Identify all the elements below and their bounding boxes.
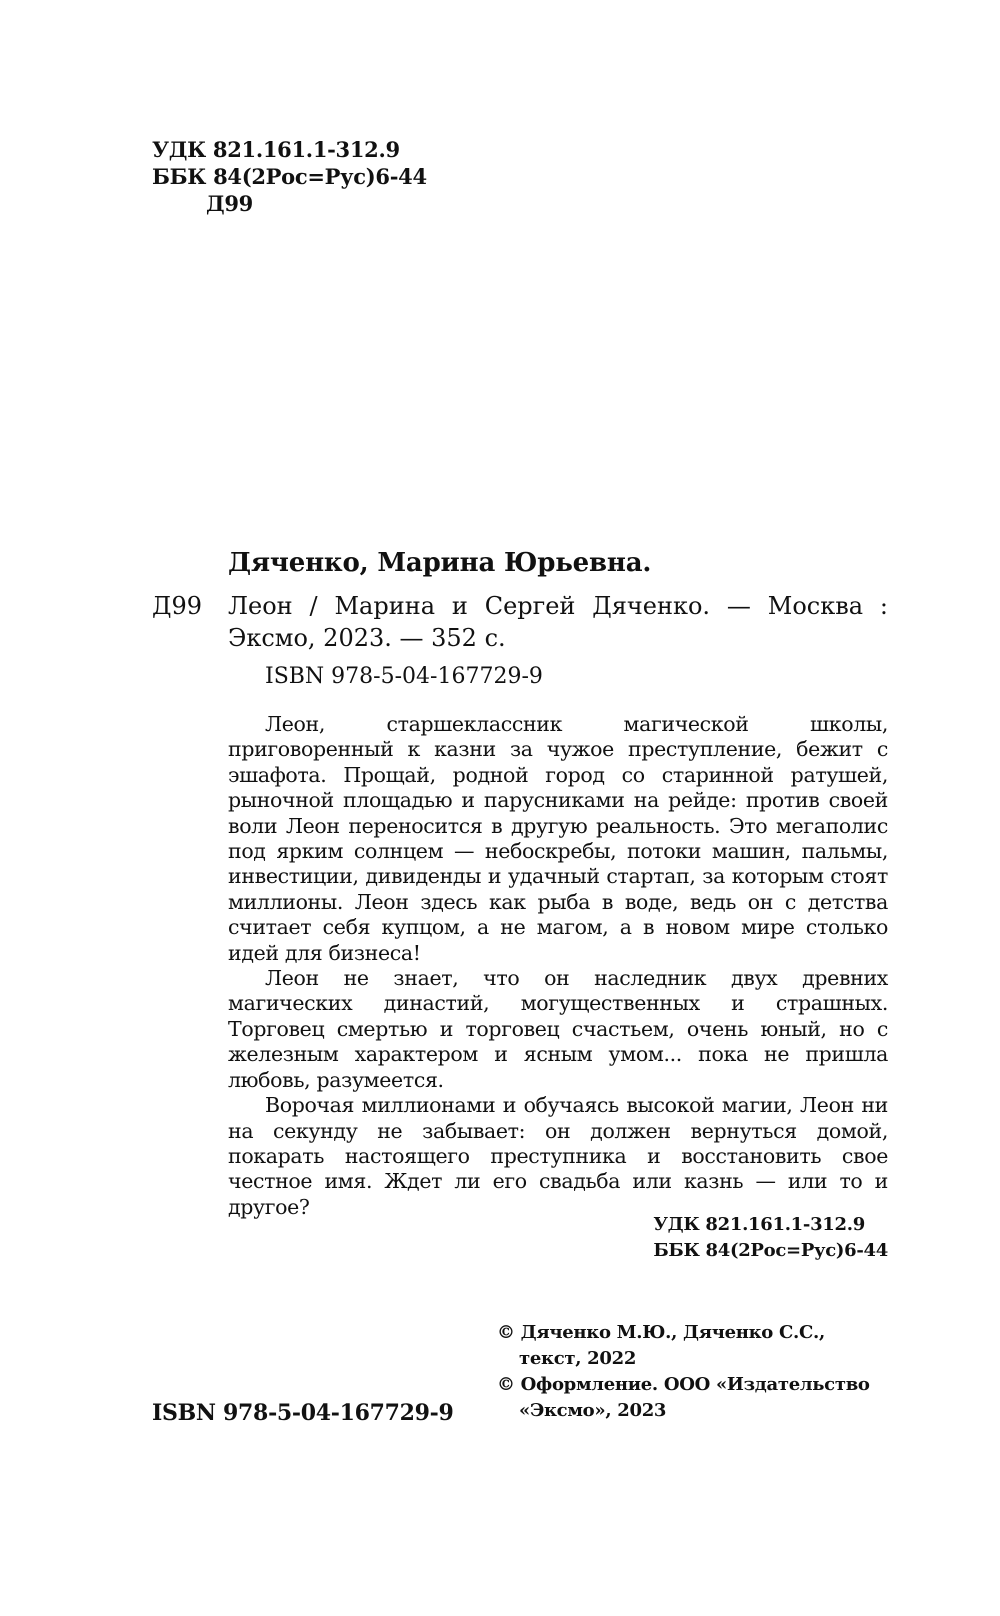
- copyright-design-line: © Оформление. ООО «Издательство: [497, 1374, 870, 1395]
- catalog-side-code: Д99: [152, 592, 203, 620]
- isbn-bottom: ISBN 978-5-04-167729-9: [152, 1400, 454, 1426]
- bbk-code: ББК 84(2Рос=Рус)6-44: [152, 164, 427, 189]
- top-classification-codes: [152, 136, 427, 217]
- annotation-paragraph: Леон, старшеклассник магической школы, приговоренный к казни за чужое преступление, бежит с эшафота. Прощай, родной город со старинной ратушей, рыночной площадью и парусниками на рейде: против своей воли Леон переносится в другую реальность. Это мегаполис под ярким солнцем — небоскребы, потоки машин, пальмы, инвестиции, дивиденды и удачный стартап, за которым стоят миллионы. Леон здесь как рыба в воде, ведь он с детства считает себя купцом, а не магом, а в новом мире столько идей для бизнеса!: [228, 712, 888, 965]
- bottom-udk-code: УДК 821.161.1-312.9: [653, 1214, 865, 1235]
- author-mark: Д99: [206, 191, 253, 216]
- udk-code: УДК 821.161.1-312.9: [152, 137, 400, 162]
- catalog-author: Дяченко, Марина Юрьевна.: [228, 548, 652, 578]
- annotation: [228, 712, 888, 1220]
- catalog-isbn: ISBN 978-5-04-167729-9: [265, 664, 543, 689]
- bottom-bbk-code: ББК 84(2Рос=Рус)6-44: [653, 1240, 888, 1261]
- annotation-paragraph: Ворочая миллионами и обучаясь высокой магии, Леон ни на секунду не забывает: он должен вернуться домой, покарать настоящего преступника и восстановить свое честное имя. Ждет ли его свадьба или казнь — или то и другое?: [228, 1093, 888, 1219]
- copyright-design-line: «Эксмо», 2023: [519, 1400, 667, 1421]
- catalog-description: Леон / Марина и Сергей Дяченко. — Москва : Эксмо, 2023. — 352 с.: [228, 592, 888, 652]
- copyright-text-line: © Дяченко М.Ю., Дяченко С.С.,: [497, 1322, 825, 1343]
- bottom-classification-codes: [653, 1212, 888, 1264]
- copyright-block: [497, 1320, 870, 1424]
- copyright-text-line: текст, 2022: [519, 1348, 637, 1369]
- annotation-paragraph: Леон не знает, что он наследник двух древних магических династий, могущественных и страшных. Торговец смертью и торговец счастьем, очень юный, но с железным характером и ясным умом... пока не пришла любовь, разумеется.: [228, 966, 888, 1092]
